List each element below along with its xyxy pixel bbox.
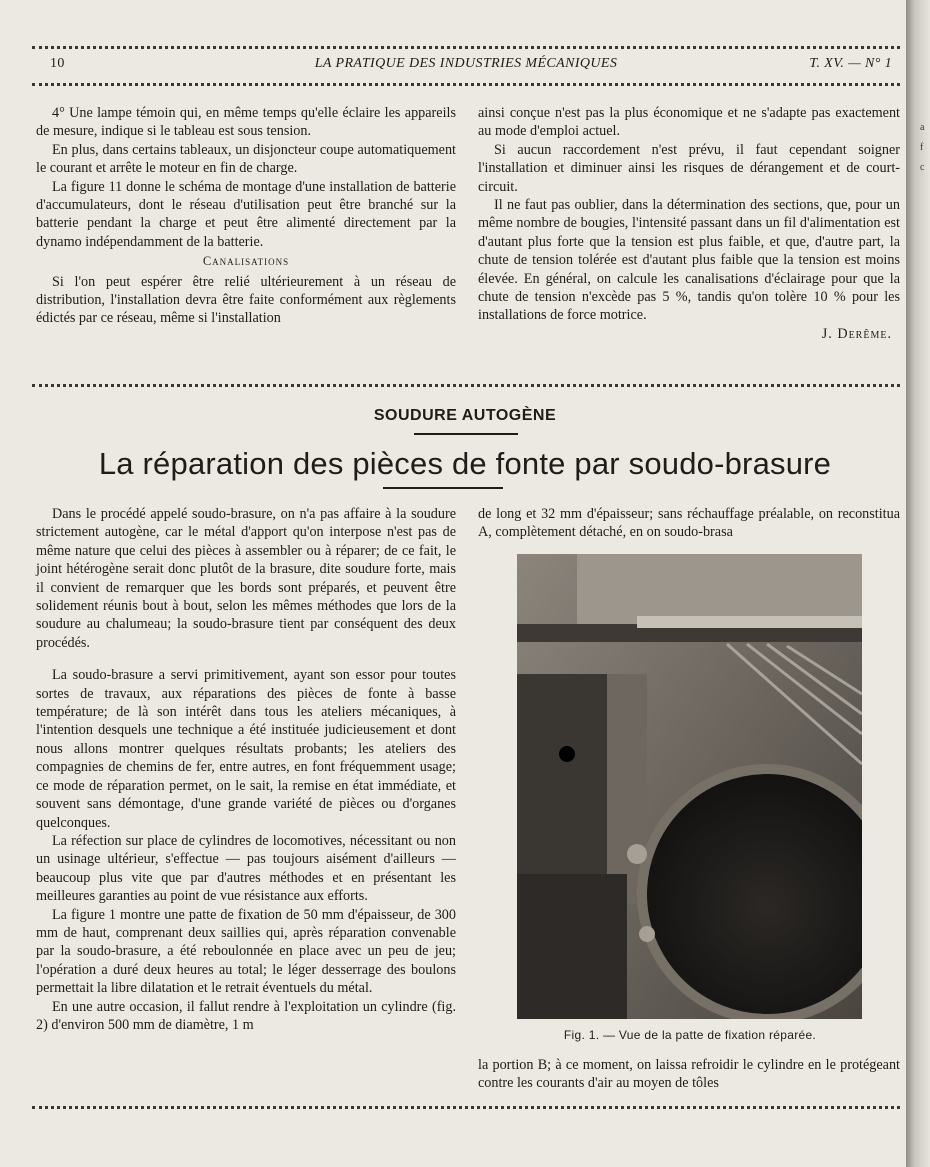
kicker-underline [414, 433, 518, 435]
figure-1-caption: Fig. 1. — Vue de la patte de fixation réparée. [563, 1028, 817, 1042]
author-signature: J. Derême. [821, 325, 892, 342]
bottom-dotted-rule [32, 1106, 900, 1109]
title-underline [383, 487, 503, 489]
figure-1-photograph [517, 554, 862, 1019]
volume-number: T. XV. — N° 1 [809, 56, 892, 71]
paragraph: Si aucun raccordement n'est prévu, il faut cependant soigner l'installation et diminuer ainsi les risques de dérangement et de court-circuit. [478, 141, 900, 195]
paragraph: Dans le procédé appelé soudo-brasure, on n'a pas affaire à la soudure strictement autogène, car le métal d'apport qu'on interpose n'est pas de même nature que celui des pièces à assembler ou à réparer; de ce fait, le joint hétérogène serait donc plutôt de la brasure, dite soudure forte, mais il convient de remarquer que les bords sont préparés, et peuvent être solidement réunis bout à bout, selon les mêmes méthodes que lors de la soudure au chalumeau; la soudo-brasure tient par conséquent des deux procédés. [36, 506, 456, 651]
running-header [32, 54, 900, 76]
paragraph: ainsi conçue n'est pas la plus économique et ne s'adapte pas exactement au mode d'emploi actuel. [478, 105, 900, 140]
paragraph: 4° Une lampe témoin qui, en même temps qu'elle éclaire les appareils de mesure, indique si le tableau est sous tension. [36, 105, 456, 140]
paragraph: Si l'on peut espérer être relié ultérieurement à un réseau de distribution, l'installation devra être faite conformément aux règlements édictés par ce réseau, même si l'installation [36, 273, 456, 327]
article-right-column-top [478, 505, 900, 542]
section-heading: Canalisations [202, 254, 290, 269]
paragraph: La soudo-brasure a servi primitivement, ayant son essor pour toutes sortes de travaux, aux réparations des pièces de fonte à basse température; de là son intérêt dans tous les ateliers mécaniques, à l'intention desquels une technique a été instituée judicieusement et dont nous allons montrer quelques résultats probants; les ateliers des compagnies de chemins de fer, entre autres, en font fréquemment usage; ce mode de réparation permet, on le sait, la remise en état immédiate, et souvent sans démontage, d'une grande variété de pièces ou d'organes quelconques. [36, 667, 456, 831]
article-right-column-bottom [478, 1056, 900, 1093]
journal-title: LA PRATIQUE DES INDUSTRIES MÉCANIQUES [314, 56, 618, 71]
paragraph: La figure 11 donne le schéma de montage d'une installation de batterie d'accumulateurs, dont le réseau d'utilisation peut être branché sur la batterie pendant la charge et peut être alimenté directement par la dynamo indépendamment de la batterie. [36, 178, 456, 250]
previous-article-right-column [478, 104, 900, 343]
article-title: La réparation des pièces de fonte par soudo-brasure [98, 446, 832, 481]
previous-article-left-column [36, 104, 456, 328]
top-dotted-rule [32, 46, 900, 49]
paragraph: Il ne faut pas oublier, dans la détermination des sections, que, pour un même nombre de bougies, l'intensité passant dans un fil d'alimentation est d'autant plus forte que la tension est plus faible, et que, d'autre part, la chute de tension tolérée est d'autant plus faible que la tension est moins élevée. En général, on calcule les canalisations d'éclairage pour que la chute de tension n'excède pas 5 %, tandis qu'on tolère 10 % pour les installations de force motrice. [478, 197, 900, 324]
paragraph: La figure 1 montre une patte de fixation de 50 mm d'épaisseur, de 300 mm de haut, comprenant deux saillies qui, après réparation convenable par la soudo-brasure, a été reboulonnée en place avec un peu de jeu; l'opération a duré deux heures au total; le léger desserrage des boulons permettait la libre dilatation et le retrait éventuels du métal. [36, 906, 456, 997]
adjacent-page-glyphs: a f c [920, 122, 925, 173]
page-number: 10 [50, 56, 65, 71]
paragraph: En une autre occasion, il fallut rendre à l'exploitation un cylindre (fig. 2) d'environ 500 mm de diamètre, 1 m [36, 998, 456, 1033]
article-kicker: SOUDURE AUTOGÈNE [373, 407, 557, 424]
paragraph: En plus, dans certains tableaux, un disjoncteur coupe automatiquement le courant et arrête le moteur en fin de charge. [36, 141, 456, 177]
header-dotted-rule [32, 83, 900, 86]
paragraph: de long et 32 mm d'épaisseur; sans réchauffage préalable, on reconstitua A, complètement détaché, en on soudo-brasa [478, 506, 900, 541]
locomotive-bracket-photo [517, 554, 862, 1019]
article-left-column [36, 505, 456, 1034]
section-dotted-rule [32, 384, 900, 387]
paragraph: La réfection sur place de cylindres de locomotives, nécessitant ou non un usinage ultérieur, s'effectue — pas toujours aisément d'ailleurs — beaucoup plus vite que par d'autres méthodes et en présentant les meilleures garanties au point de vue résistance aux efforts. [36, 832, 456, 905]
paragraph: la portion B; à ce moment, on laissa refroidir le cylindre en le protégeant contre les courants d'air au moyen de tôles [478, 1057, 900, 1092]
